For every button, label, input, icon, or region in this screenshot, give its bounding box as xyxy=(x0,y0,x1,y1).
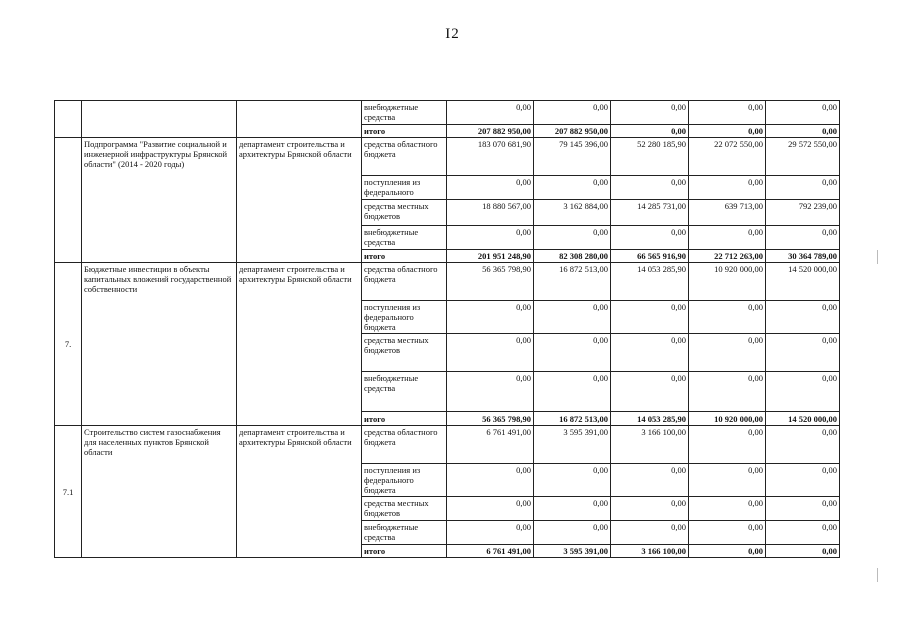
amount-cell: 0,00 xyxy=(534,176,611,200)
amount-cell: 14 520 000,00 xyxy=(766,263,840,301)
funding-source: итого xyxy=(362,412,447,426)
amount-cell: 0,00 xyxy=(611,372,689,412)
amount-cell: 0,00 xyxy=(447,521,534,545)
amount-cell: 56 365 798,90 xyxy=(447,263,534,301)
executor: департамент строительства и архитектуры Брянской области xyxy=(237,138,362,263)
amount-cell: 201 951 248,90 xyxy=(447,250,534,263)
amount-cell: 0,00 xyxy=(766,545,840,558)
amount-cell: 18 880 567,00 xyxy=(447,200,534,226)
scan-edge-mark xyxy=(877,568,878,582)
funding-source: средства местных бюджетов xyxy=(362,497,447,521)
amount-cell: 0,00 xyxy=(766,497,840,521)
funding-source: итого xyxy=(362,545,447,558)
amount-cell: 3 166 100,00 xyxy=(611,545,689,558)
program-name xyxy=(82,101,237,138)
scan-edge-mark xyxy=(877,250,878,264)
table-body xyxy=(55,101,840,558)
amount-cell: 0,00 xyxy=(766,521,840,545)
amount-cell: 0,00 xyxy=(447,334,534,372)
amount-cell: 0,00 xyxy=(689,464,766,497)
funding-source: поступления из федерального xyxy=(362,176,447,200)
program-name: Подпрограмма "Развитие социальной и инженерной инфраструктуры Брянской области" (2014 - 2020 годы) xyxy=(82,138,237,263)
amount-cell: 0,00 xyxy=(766,301,840,334)
amount-cell: 0,00 xyxy=(534,521,611,545)
row-index: 7.1 xyxy=(62,486,74,497)
program-name: Строительство систем газоснабжения для населенных пунктов Брянской области xyxy=(82,426,237,558)
amount-cell: 0,00 xyxy=(766,226,840,250)
amount-cell: 0,00 xyxy=(611,521,689,545)
amount-cell: 0,00 xyxy=(766,464,840,497)
amount-cell: 6 761 491,00 xyxy=(447,545,534,558)
executor: департамент строительства и архитектуры Брянской области xyxy=(237,426,362,558)
amount-cell: 639 713,00 xyxy=(689,200,766,226)
amount-cell: 0,00 xyxy=(689,545,766,558)
amount-cell: 14 053 285,90 xyxy=(611,412,689,426)
amount-cell: 0,00 xyxy=(689,497,766,521)
row-index-cell xyxy=(55,426,82,558)
amount-cell: 66 565 916,90 xyxy=(611,250,689,263)
amount-cell: 82 308 280,00 xyxy=(534,250,611,263)
row-index-cell xyxy=(55,263,82,426)
amount-cell: 0,00 xyxy=(447,176,534,200)
amount-cell: 14 053 285,90 xyxy=(611,263,689,301)
amount-cell: 0,00 xyxy=(689,301,766,334)
funding-source: итого xyxy=(362,125,447,138)
amount-cell: 183 070 681,90 xyxy=(447,138,534,176)
amount-cell: 0,00 xyxy=(766,334,840,372)
amount-cell: 0,00 xyxy=(689,372,766,412)
program-name: Бюджетные инвестиции в объекты капитальных вложений государственной собственности xyxy=(82,263,237,426)
executor xyxy=(237,101,362,138)
amount-cell: 0,00 xyxy=(766,101,840,125)
funding-source: внебюджетные средства xyxy=(362,372,447,412)
funding-source: внебюджетные средства xyxy=(362,226,447,250)
amount-cell: 0,00 xyxy=(689,125,766,138)
amount-cell: 0,00 xyxy=(534,464,611,497)
amount-cell: 0,00 xyxy=(766,372,840,412)
amount-cell: 22 072 550,00 xyxy=(689,138,766,176)
amount-cell: 16 872 513,00 xyxy=(534,412,611,426)
funding-source: средства местных бюджетов xyxy=(362,334,447,372)
table-row xyxy=(55,426,840,464)
amount-cell: 0,00 xyxy=(611,334,689,372)
amount-cell: 0,00 xyxy=(447,372,534,412)
funding-table xyxy=(54,100,840,558)
amount-cell: 10 920 000,00 xyxy=(689,412,766,426)
amount-cell: 0,00 xyxy=(534,226,611,250)
amount-cell: 0,00 xyxy=(766,125,840,138)
amount-cell: 0,00 xyxy=(534,372,611,412)
amount-cell: 0,00 xyxy=(689,426,766,464)
table-row xyxy=(55,101,840,125)
funding-source: средства местных бюджетов xyxy=(362,200,447,226)
amount-cell: 3 595 391,00 xyxy=(534,545,611,558)
table-row xyxy=(55,138,840,176)
amount-cell: 0,00 xyxy=(447,101,534,125)
amount-cell: 56 365 798,90 xyxy=(447,412,534,426)
amount-cell: 0,00 xyxy=(447,301,534,334)
amount-cell: 0,00 xyxy=(689,101,766,125)
amount-cell: 0,00 xyxy=(611,464,689,497)
amount-cell: 6 761 491,00 xyxy=(447,426,534,464)
row-index: 7. xyxy=(64,339,72,349)
amount-cell: 3 595 391,00 xyxy=(534,426,611,464)
amount-cell: 79 145 396,00 xyxy=(534,138,611,176)
executor: департамент строительства и архитектуры Брянской области xyxy=(237,263,362,426)
amount-cell: 0,00 xyxy=(534,101,611,125)
amount-cell: 0,00 xyxy=(447,464,534,497)
amount-cell: 14 285 731,00 xyxy=(611,200,689,226)
table-row xyxy=(55,263,840,301)
amount-cell: 10 920 000,00 xyxy=(689,263,766,301)
funding-source: итого xyxy=(362,250,447,263)
amount-cell: 0,00 xyxy=(611,226,689,250)
amount-cell: 30 364 789,00 xyxy=(766,250,840,263)
funding-source: средства областного бюджета xyxy=(362,138,447,176)
amount-cell: 0,00 xyxy=(611,497,689,521)
amount-cell: 3 162 884,00 xyxy=(534,200,611,226)
amount-cell: 0,00 xyxy=(611,125,689,138)
amount-cell: 22 712 263,00 xyxy=(689,250,766,263)
amount-cell: 0,00 xyxy=(689,521,766,545)
amount-cell: 207 882 950,00 xyxy=(447,125,534,138)
amount-cell: 0,00 xyxy=(534,301,611,334)
amount-cell: 0,00 xyxy=(689,176,766,200)
amount-cell: 3 166 100,00 xyxy=(611,426,689,464)
funding-source: средства областного бюджета xyxy=(362,263,447,301)
amount-cell: 0,00 xyxy=(447,497,534,521)
amount-cell: 16 872 513,00 xyxy=(534,263,611,301)
funding-source: средства областного бюджета xyxy=(362,426,447,464)
amount-cell: 0,00 xyxy=(611,301,689,334)
funding-source: поступления из федерального бюджета xyxy=(362,301,447,334)
amount-cell: 0,00 xyxy=(534,497,611,521)
amount-cell: 0,00 xyxy=(766,176,840,200)
amount-cell: 0,00 xyxy=(447,226,534,250)
amount-cell: 0,00 xyxy=(534,334,611,372)
amount-cell: 207 882 950,00 xyxy=(534,125,611,138)
amount-cell: 0,00 xyxy=(689,334,766,372)
funding-source: внебюджетные средства xyxy=(362,101,447,125)
amount-cell: 14 520 000,00 xyxy=(766,412,840,426)
funding-source: внебюджетные средства xyxy=(362,521,447,545)
row-index-cell xyxy=(55,101,82,138)
amount-cell: 0,00 xyxy=(611,176,689,200)
funding-source: поступления из федерального бюджета xyxy=(362,464,447,497)
page-number: I2 xyxy=(445,26,460,42)
amount-cell: 0,00 xyxy=(689,226,766,250)
amount-cell: 0,00 xyxy=(766,426,840,464)
row-index-cell xyxy=(55,138,82,263)
amount-cell: 792 239,00 xyxy=(766,200,840,226)
amount-cell: 29 572 550,00 xyxy=(766,138,840,176)
amount-cell: 52 280 185,90 xyxy=(611,138,689,176)
amount-cell: 0,00 xyxy=(611,101,689,125)
